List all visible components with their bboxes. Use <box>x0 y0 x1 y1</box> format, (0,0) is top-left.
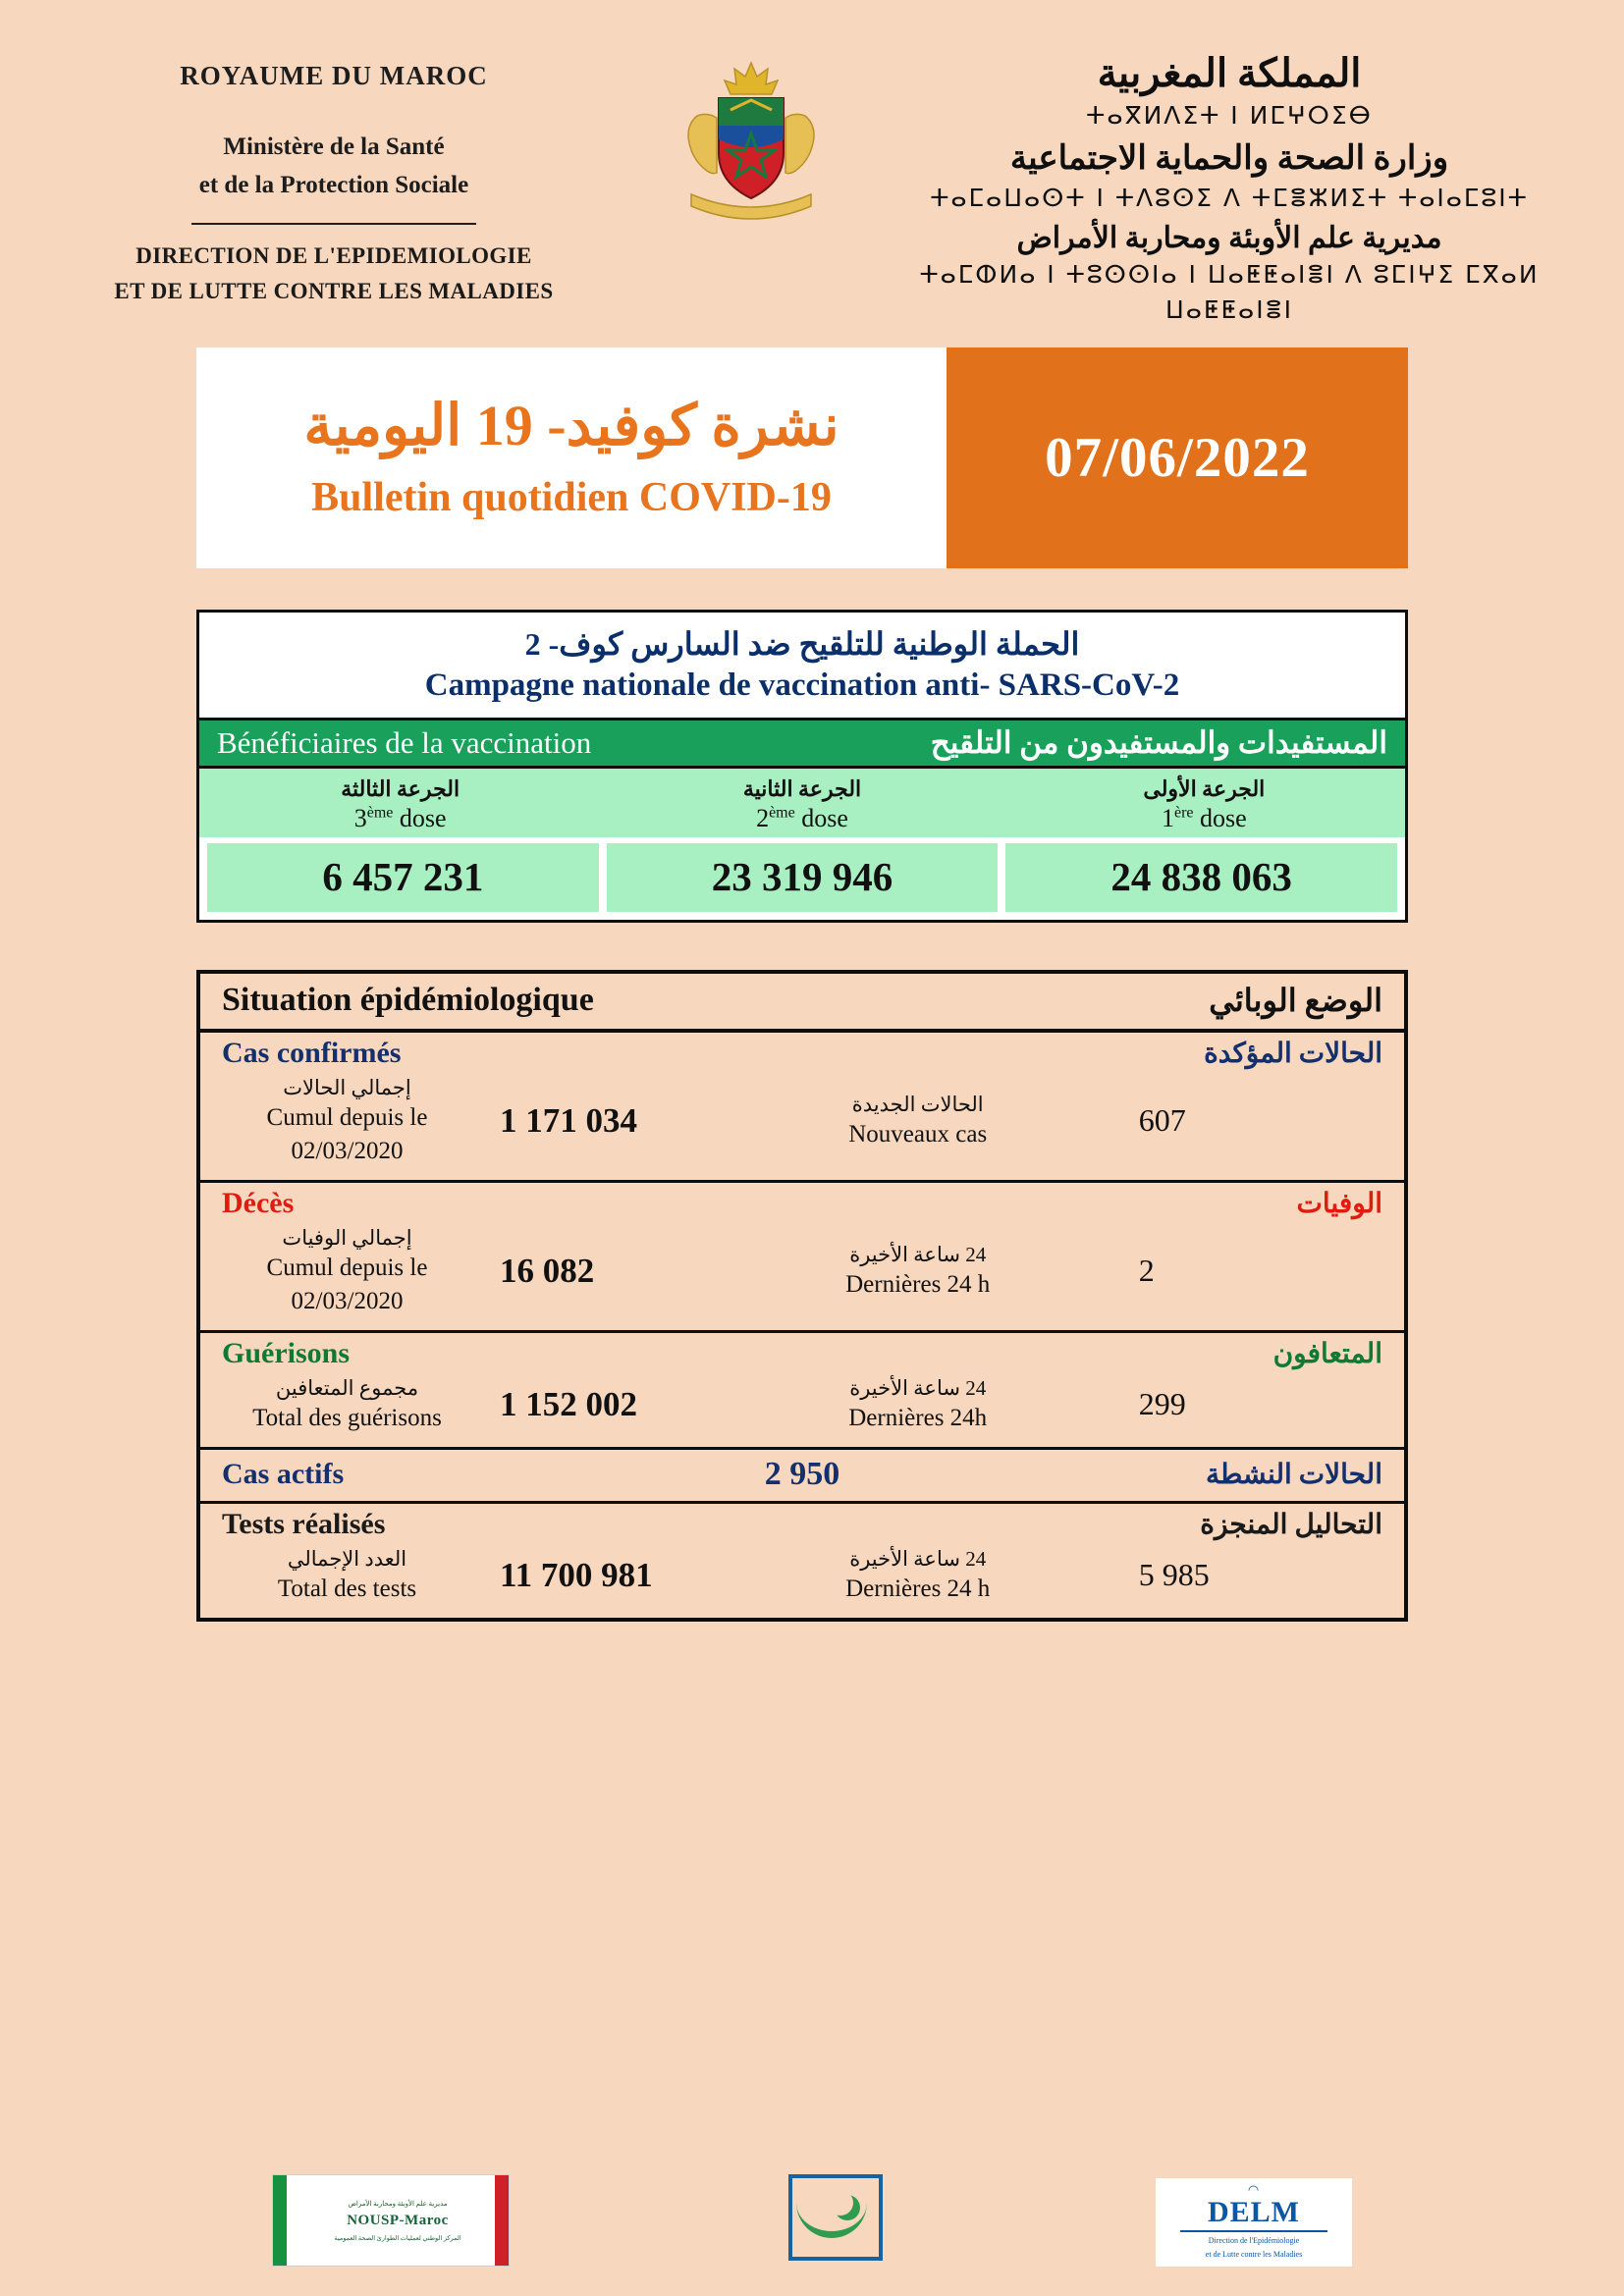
deaths-cumul-label-fr2: 02/03/2020 <box>291 1287 404 1314</box>
dose2-word: dose <box>801 804 848 832</box>
dose3-value: 6 457 231 <box>207 843 599 912</box>
recoveries-cumul-label <box>222 1374 472 1435</box>
nousp-logo-inner <box>287 2200 509 2242</box>
bulletin-date: 07/06/2022 <box>1045 427 1310 489</box>
beneficiaries-bar <box>199 718 1405 766</box>
campaign-title-fr: Campagne nationale de vaccination anti- SARS-CoV-2 <box>424 667 1180 703</box>
nousp-sub: المركز الوطني لعمليات الطوارئ الصحة العمومية <box>334 2234 461 2242</box>
confirmed-new-label <box>756 1091 1080 1151</box>
beneficiaries-label-ar: المستفيدات والمستفيدون من التلقيح <box>930 725 1387 760</box>
epidemiological-situation-table <box>196 970 1408 1622</box>
recoveries-new-value: 299 <box>1138 1386 1186 1422</box>
dose1-sup: ère <box>1173 804 1194 822</box>
header-french-block <box>29 39 638 310</box>
recoveries-title-row <box>200 1333 1404 1372</box>
dose3-num: 3 <box>353 804 367 832</box>
tests-cumul-label-fr1: Total des tests <box>277 1575 417 1603</box>
tests-cumul-label-ar: العدد الإجمالي <box>287 1546 407 1571</box>
confirmed-cumul-label-fr1: Cumul depuis le <box>266 1104 428 1132</box>
kingdom-tifinagh: ⵜⴰⴳⵍⴷⵉⵜ ⵏ ⵍⵎⵖⵔⵉⴱ <box>1086 101 1373 130</box>
delm-logo <box>1156 2178 1352 2267</box>
dose1-label-ar: الجرعة الأولى <box>1143 776 1266 801</box>
moh-crescent-icon <box>828 2190 853 2216</box>
confirmed-new-label-ar: الحالات الجديدة <box>851 1092 984 1116</box>
confirmed-new-value: 607 <box>1138 1102 1186 1139</box>
campaign-header <box>199 613 1405 718</box>
tests-title-ar: التحاليل المنجزة <box>1200 1509 1382 1540</box>
confirmed-new-cell <box>756 1091 1382 1151</box>
deaths-title-ar: الوفيات <box>1296 1188 1382 1219</box>
confirmed-cumul-label <box>222 1074 472 1168</box>
tests-cumul-cell <box>222 1545 756 1606</box>
dose-labels-row <box>199 766 1405 837</box>
dose2-label-ar: الجرعة الثانية <box>742 776 862 801</box>
tests-new-cell <box>756 1545 1382 1606</box>
deaths-body-row <box>200 1222 1404 1330</box>
delm-name: DELM <box>1208 2196 1300 2228</box>
direction-fr-line2: ET DE LUTTE CONTRE LES MALADIES <box>114 279 554 304</box>
confirmed-title-fr: Cas confirmés <box>222 1037 402 1069</box>
header-divider <box>191 223 476 225</box>
footer-logos <box>0 2168 1624 2267</box>
dose3-sup: ème <box>366 804 394 822</box>
confirmed-body-row <box>200 1072 1404 1180</box>
dose2-num: 2 <box>756 804 770 832</box>
confirmed-new-label-fr: Nouveaux cas <box>848 1121 988 1148</box>
tests-new-label <box>756 1545 1080 1606</box>
deaths-new-label <box>756 1241 1080 1302</box>
nousp-red-bar <box>495 2175 509 2266</box>
ministry-ar: وزارة الصحة والحماية الاجتماعية <box>1009 140 1449 178</box>
tests-new-label-ar: 24 ساعة الأخيرة <box>849 1546 987 1571</box>
dose2-label-fr <box>601 804 1002 833</box>
deaths-cumul-label-ar: إجمالي الوفيات <box>282 1225 412 1250</box>
active-title-ar: الحالات النشطة <box>1206 1459 1382 1490</box>
campaign-title-ar: الحملة الوطنية للتلقيح ضد السارس كوف- 2 <box>524 626 1080 662</box>
situation-header-row <box>200 974 1404 1033</box>
coat-of-arms-icon <box>638 39 864 229</box>
dose3-label-ar: الجرعة الثالثة <box>341 776 460 801</box>
row-active-cases <box>200 1450 1404 1504</box>
confirmed-title-row <box>200 1033 1404 1072</box>
tests-new-label-fr: Dernières 24 h <box>845 1575 991 1603</box>
section-confirmed-cases <box>200 1033 1404 1183</box>
dose-values-row <box>199 837 1405 920</box>
deaths-cumul-value: 16 082 <box>500 1251 595 1290</box>
dose1-word: dose <box>1200 804 1247 832</box>
ministry-fr-line1: Ministère de la Santé <box>223 133 445 160</box>
nousp-green-bar <box>273 2175 287 2266</box>
tests-title-row <box>200 1504 1404 1543</box>
document-header <box>0 0 1624 324</box>
header-arabic-block <box>864 39 1595 328</box>
dose-label-third <box>199 769 601 837</box>
delm-sub-line2: et de Lutte contre les Maladies <box>1205 2250 1303 2260</box>
direction-ar: مديرية علم الأوبئة ومحاربة الأمراض <box>1016 221 1442 254</box>
recoveries-cumul-label-ar: مجموع المتعافين <box>275 1375 419 1400</box>
bulletin-title-fr: Bulletin quotidien COVID-19 <box>311 475 832 521</box>
bulletin-date-block <box>947 347 1408 568</box>
deaths-cumul-label-fr1: Cumul depuis le <box>266 1255 428 1282</box>
confirmed-cumul-cell <box>222 1074 756 1168</box>
deaths-new-value: 2 <box>1138 1253 1155 1289</box>
vaccination-panel <box>196 610 1408 923</box>
confirmed-cumul-label-ar: إجمالي الحالات <box>283 1076 411 1099</box>
confirmed-cumul-label-fr2: 02/03/2020 <box>291 1138 404 1165</box>
nousp-logo <box>272 2174 510 2267</box>
situation-title-ar: الوضع الوبائي <box>1209 983 1382 1018</box>
nousp-top-ar: مديرية علم الأوبئة ومحاربة الأمراض <box>348 2199 448 2208</box>
beneficiaries-label-fr: Bénéficiaires de la vaccination <box>217 725 592 760</box>
bulletin-title-block <box>196 347 947 568</box>
ministry-fr-line2: et de la Protection Sociale <box>198 171 469 198</box>
dose1-label-fr <box>1003 804 1405 833</box>
recoveries-cumul-label-fr1: Total des guérisons <box>252 1405 442 1432</box>
confirmed-title-ar: الحالات المؤكدة <box>1204 1039 1382 1069</box>
ministry-tifinagh: ⵜⴰⵎⴰⵡⴰⵙⵜ ⵏ ⵜⴷⵓⵙⵉ ⴷ ⵜⵎⴻⵣⵍⵉⵜ ⵜⴰⵏⴰⵎⵓⵏⵜ <box>930 184 1529 213</box>
dose-label-second <box>601 769 1002 837</box>
deaths-cumul-cell <box>222 1224 756 1318</box>
tests-body-row <box>200 1543 1404 1618</box>
tests-new-value: 5 985 <box>1138 1557 1210 1593</box>
recoveries-new-label-ar: 24 ساعة الأخيرة <box>849 1375 987 1400</box>
nousp-name: NOUSP-Maroc <box>347 2212 449 2228</box>
bulletin-title-band <box>196 347 1408 568</box>
dose3-label-fr <box>199 804 601 833</box>
dose2-value: 23 319 946 <box>607 843 999 912</box>
deaths-title-fr: Décès <box>222 1186 295 1219</box>
deaths-cumul-label <box>222 1224 472 1318</box>
delm-mark-ar: ◠ <box>1247 2182 1261 2197</box>
recoveries-title-fr: Guérisons <box>222 1336 351 1369</box>
deaths-new-cell <box>756 1241 1382 1302</box>
confirmed-cumul-value: 1 171 034 <box>500 1100 637 1140</box>
tests-cumul-value: 11 700 981 <box>500 1555 653 1594</box>
bulletin-title-ar: نشرة كوفيد- 19 اليومية <box>303 393 839 457</box>
situation-title-fr: Situation épidémiologique <box>222 982 594 1018</box>
recoveries-title-ar: المتعافون <box>1272 1338 1382 1369</box>
ministry-of-health-logo-icon <box>779 2168 887 2267</box>
kingdom-ar: المملكة المغربية <box>1097 51 1362 95</box>
dose-label-first <box>1003 769 1405 837</box>
kingdom-fr: ROYAUME DU MAROC <box>180 61 488 90</box>
deaths-title-row <box>200 1183 1404 1222</box>
deaths-new-label-ar: 24 ساعة الأخيرة <box>849 1242 987 1266</box>
recoveries-body-row <box>200 1372 1404 1447</box>
recoveries-cumul-cell <box>222 1374 756 1435</box>
dose3-word: dose <box>399 804 447 832</box>
dose2-sup: ème <box>769 804 795 822</box>
recoveries-new-label <box>756 1374 1080 1435</box>
delm-sub-line1: Direction de l'Epidémiologie <box>1208 2236 1300 2245</box>
active-value: 2 950 <box>764 1455 840 1492</box>
tests-title-fr: Tests réalisés <box>222 1507 386 1540</box>
direction-fr-line1: DIRECTION DE L'EPIDEMIOLOGIE <box>135 242 532 268</box>
section-deaths <box>200 1183 1404 1333</box>
recoveries-new-label-fr: Dernières 24h <box>848 1405 988 1432</box>
deaths-new-label-fr: Dernières 24 h <box>845 1271 991 1299</box>
section-tests <box>200 1504 1404 1618</box>
tests-cumul-label <box>222 1545 472 1606</box>
active-title-fr: Cas actifs <box>222 1457 345 1490</box>
dose1-num: 1 <box>1161 804 1174 832</box>
direction-tifinagh: ⵜⴰⵎⵀⵍⴰ ⵏ ⵜⵓⵙⵙⵏⴰ ⵏ ⵡⴰⵟⵟⴰⵏⴻⵏ ⴷ ⵓⵎⵏⵖⵉ ⵎⴳⴰⵍ ⵡⴰⵟⵟⴰⵏⴻⵏ <box>919 259 1540 324</box>
delm-rule <box>1180 2230 1327 2232</box>
recoveries-new-cell <box>756 1374 1382 1435</box>
dose1-value: 24 838 063 <box>1005 843 1397 912</box>
section-recoveries <box>200 1333 1404 1450</box>
recoveries-cumul-value: 1 152 002 <box>500 1384 637 1423</box>
